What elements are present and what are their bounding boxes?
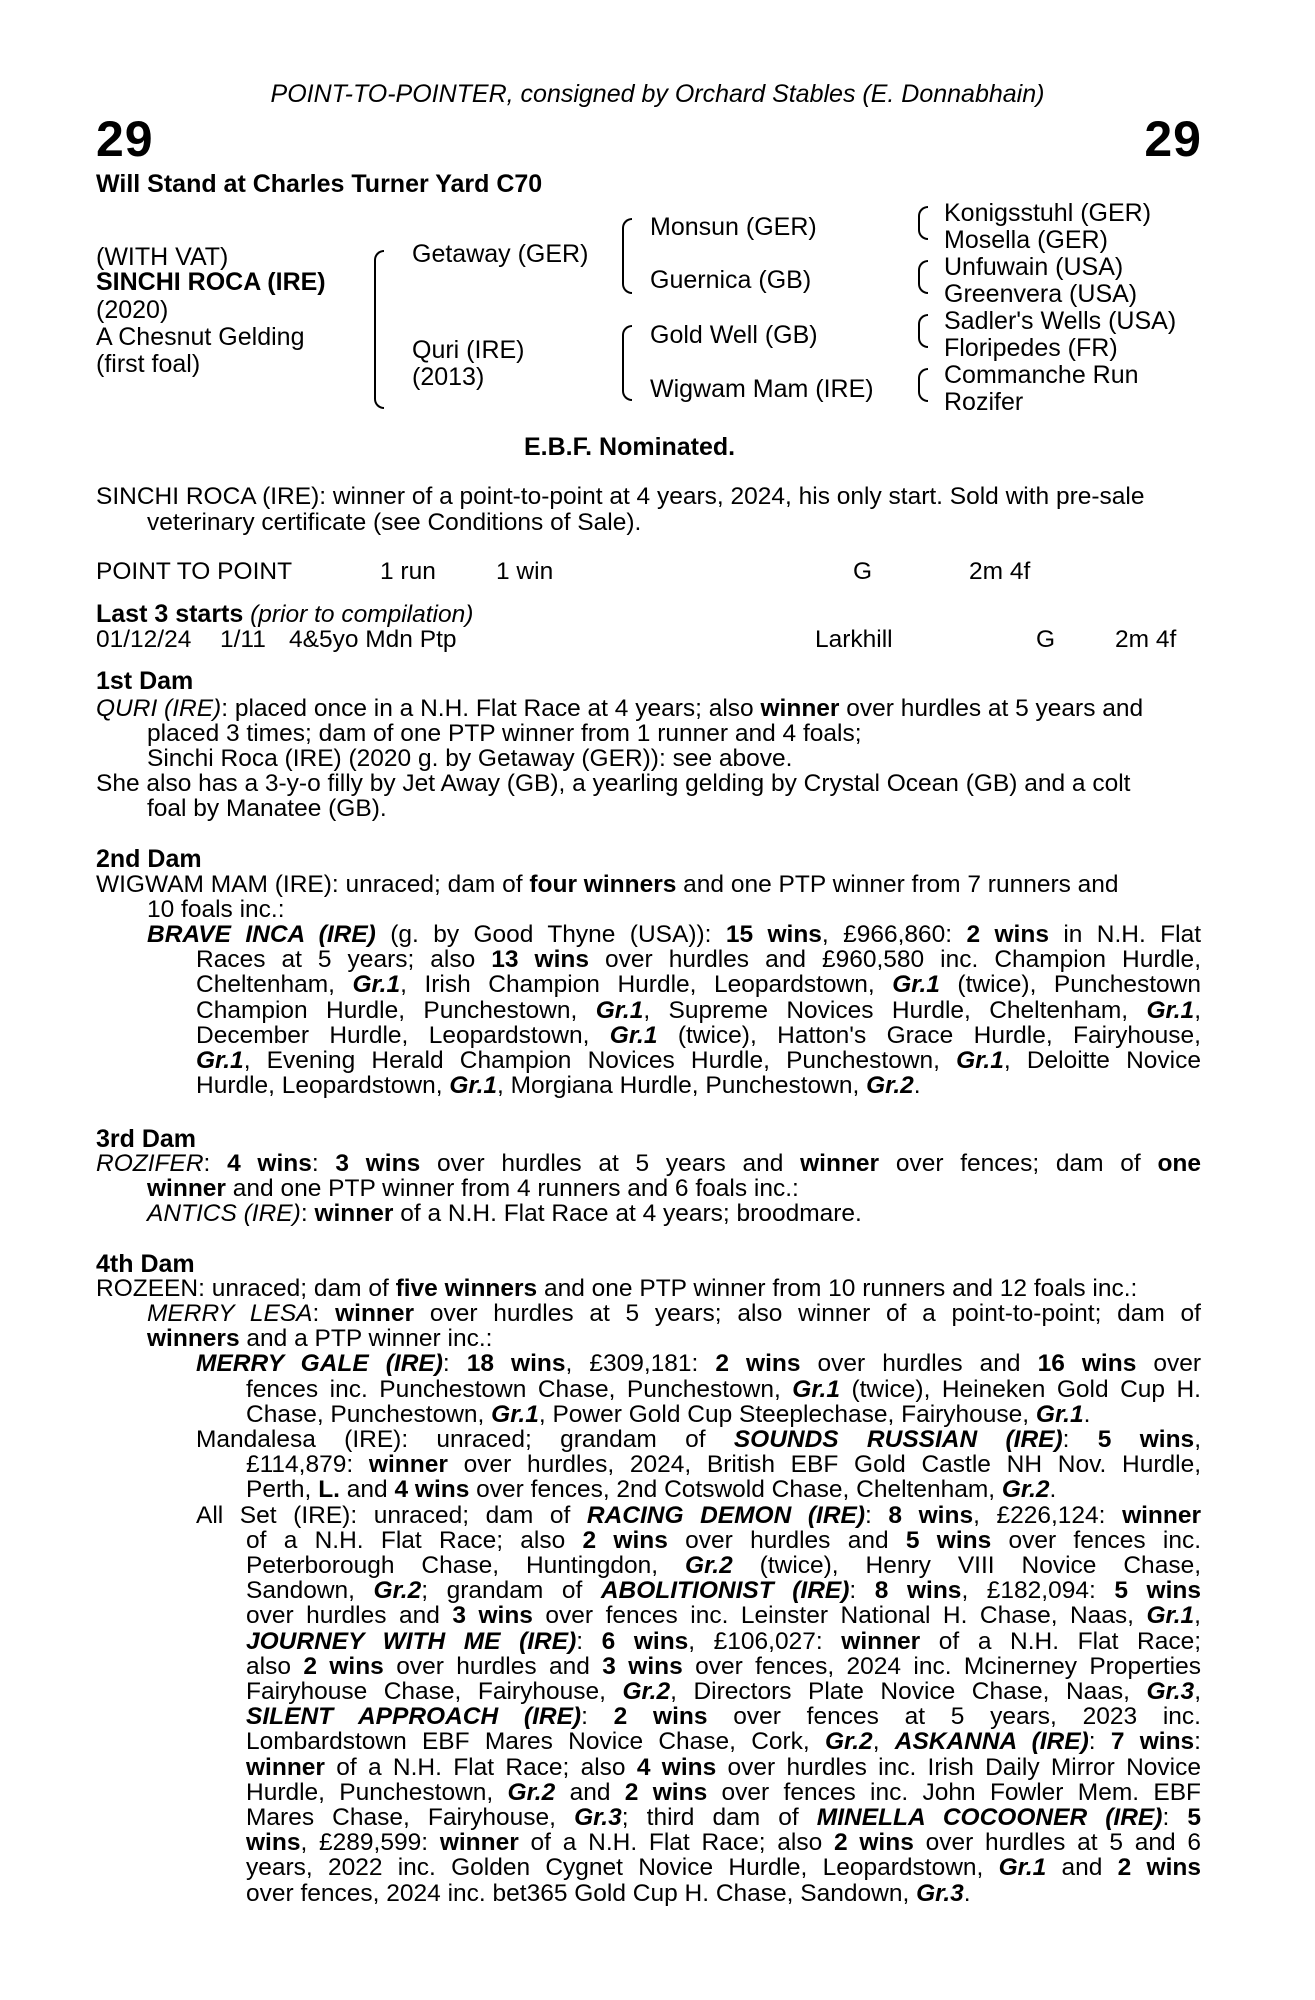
all-set-line: over fences, 2024 inc. bet365 Gold Cup H. Chase, Sandown, Gr.3. (246, 1879, 971, 1907)
merry-lesa-line: winners and a PTP winner inc.: (147, 1325, 493, 1353)
brave-inca-line: Races at 5 years; also 13 wins over hurdles and £960,580 inc. Champion Hurdle, (196, 946, 1201, 974)
all-set-line: over hurdles and 3 wins over fences inc. Leinster National H. Chase, Naas, Gr.1, (246, 1602, 1201, 1630)
all-set-line: SILENT APPROACH (IRE): 2 wins over fences at 5 years, 2023 inc. (246, 1703, 1201, 1731)
all-set-line: Lombardstown EBF Mares Novice Chase, Cork, Gr.2, ASKANNA (IRE): 7 wins: (246, 1728, 1201, 1756)
ebf-nominated: E.B.F. Nominated. (524, 433, 736, 461)
third-dam-heading: 3rd Dam (96, 1125, 197, 1153)
pedigree-sss: Konigsstuhl (GER) (944, 199, 1152, 227)
all-set-line: wins, £289,599: winner of a N.H. Flat Race; also 2 wins over hurdles at 5 and 6 (246, 1829, 1202, 1857)
all-set-line: Fairyhouse Chase, Fairyhouse, Gr.2, Directors Plate Novice Chase, Naas, Gr.3, (246, 1678, 1201, 1705)
last-starts-title: Last 3 starts (96, 600, 244, 628)
start-course: Larkhill (815, 626, 893, 653)
lot-number-right: 29 (1144, 111, 1202, 167)
pedigree-ssd: Mosella (GER) (944, 226, 1108, 254)
start-position: 1/11 (220, 626, 266, 653)
pedigree-brace-ss (622, 218, 632, 294)
record-going: G (853, 558, 873, 585)
record-wins: 1 win (496, 558, 554, 585)
first-dam-line-5: foal by Manatee (GB). (147, 795, 387, 822)
pedigree-dsd: Floripedes (FR) (944, 334, 1118, 362)
pedigree-brace-1 (374, 250, 384, 409)
fourth-dam-heading: 4th Dam (96, 1250, 195, 1278)
pedigree-brace-ds (622, 325, 632, 401)
start-going: G (1036, 626, 1056, 653)
pedigree-dss: Sadler's Wells (USA) (944, 307, 1177, 335)
all-set-line: All Set (IRE): unraced; dam of RACING DEMON (IRE): 8 wins, £226,124: winner (196, 1501, 1202, 1529)
antics-line: ANTICS (IRE): winner of a N.H. Flat Race at 4 years; broodmare. (147, 1200, 862, 1227)
merry-gale-line: Chase, Punchestown, Gr.1, Power Gold Cup Steeplechase, Fairyhouse, Gr.1. (246, 1400, 1091, 1428)
vat-note: (WITH VAT) (96, 243, 229, 271)
start-distance: 2m 4f (1115, 626, 1177, 653)
last-starts-heading (96, 600, 473, 629)
lot-number-left: 29 (96, 111, 154, 167)
merry-lesa-line: MERRY LESA: winner over hurdles at 5 years; also winner of a point-to-point; dam of (147, 1300, 1201, 1327)
pedigree-dam-sire: Gold Well (GB) (650, 321, 818, 349)
fourth-dam-line: ROZEEN: unraced; dam of five winners and one PTP winner from 10 runners and 12 foals inc.: (96, 1275, 1138, 1302)
merry-gale-line: fences inc. Punchestown Chase, Punchestown, Gr.1 (twice), Heineken Gold Cup H. (246, 1375, 1201, 1403)
pedigree-sire-dam: Guernica (GB) (650, 266, 812, 294)
all-set-line: Mares Chase, Fairyhouse, Gr.3; third dam of MINELLA COCOONER (IRE): 5 (246, 1804, 1202, 1831)
pedigree-sire-sire: Monsun (GER) (650, 213, 817, 241)
mandalesa-line: Mandalesa (IRE): unraced; grandam of SOUNDS RUSSIAN (IRE): 5 wins, (196, 1426, 1201, 1453)
record-type: POINT TO POINT (96, 558, 293, 585)
first-dam-line-2: placed 3 times; dam of one PTP winner from 1 runner and 4 foals; (147, 720, 862, 747)
horse-note: (first foal) (96, 350, 201, 378)
horse-year: (2020) (96, 296, 169, 324)
second-dam-line-1: WIGWAM MAM (IRE): unraced; dam of four winners and one PTP winner from 7 runners and (96, 871, 1119, 898)
mandalesa-line: Perth, L. and 4 wins over fences, 2nd Cotswold Chase, Cheltenham, Gr.2. (246, 1476, 1057, 1504)
second-dam-heading: 2nd Dam (96, 845, 202, 873)
horse-description: A Chesnut Gelding (96, 323, 305, 351)
third-dam-line: ROZIFER: 4 wins: 3 wins over hurdles at 5 years and winner over fences; dam of one (96, 1150, 1201, 1177)
brave-inca-line: Hurdle, Leopardstown, Gr.1, Morgiana Hurdle, Punchestown, Gr.2. (196, 1072, 921, 1100)
last-starts-note: (prior to compilation) (250, 601, 474, 628)
brave-inca-line: BRAVE INCA (IRE) (g. by Good Thyne (USA)): 15 wins, £966,860: 2 wins in N.H. Flat (147, 921, 1201, 948)
merry-gale-line: MERRY GALE (IRE): 18 wins, £309,181: 2 wins over hurdles and 16 wins over (196, 1350, 1202, 1378)
pedigree-sds: Unfuwain (USA) (944, 253, 1124, 281)
pedigree-ddd: Rozifer (944, 388, 1024, 416)
third-dam-line: winner and one PTP winner from 4 runners and 6 foals inc.: (147, 1175, 799, 1203)
stand-location: Will Stand at Charles Turner Yard C70 (96, 170, 543, 198)
brave-inca-line: Gr.1, Evening Herald Champion Novices Hurdle, Punchestown, Gr.1, Deloitte Novice (196, 1047, 1201, 1074)
all-set-line: years, 2022 inc. Golden Cygnet Novice Hurdle, Leopardstown, Gr.1 and 2 wins (246, 1854, 1201, 1882)
intro-line-1: SINCHI ROCA (IRE): winner of a point-to-point at 4 years, 2024, his only start. Sold with pre-sale (96, 483, 1145, 510)
pedigree-brace-dss (918, 314, 928, 348)
first-dam-heading: 1st Dam (96, 667, 194, 695)
start-race: 4&5yo Mdn Ptp (289, 626, 457, 653)
all-set-line: Hurdle, Punchestown, Gr.2 and 2 wins over fences inc. John Fowler Mem. EBF (246, 1778, 1202, 1806)
start-date: 01/12/24 (96, 626, 192, 653)
all-set-line: also 2 wins over hurdles and 3 wins over fences, 2024 inc. Mcinerney Properties (246, 1652, 1201, 1680)
first-dam-line-3: Sinchi Roca (IRE) (2020 g. by Getaway (GER)): see above. (147, 745, 793, 772)
first-dam-line-1: QURI (IRE): placed once in a N.H. Flat Race at 4 years; also winner over hurdles at 5 years and (96, 695, 1144, 722)
second-dam-line-2: 10 foals inc.: (147, 896, 285, 923)
pedigree-dam-year: (2013) (412, 363, 485, 391)
brave-inca-line: Cheltenham, Gr.1, Irish Champion Hurdle, Leopardstown, Gr.1 (twice), Punchestown (196, 971, 1201, 999)
pedigree-dam-dam: Wigwam Mam (IRE) (650, 375, 874, 403)
pedigree-brace-sss (918, 206, 928, 240)
pedigree-sdd: Greenvera (USA) (944, 280, 1138, 308)
all-set-line: Peterborough Chase, Huntingdon, Gr.2 (twice), Henry VIII Novice Chase, (246, 1552, 1201, 1579)
first-dam-name: QURI (IRE) (96, 695, 222, 722)
horse-name: SINCHI ROCA (IRE) (96, 268, 326, 296)
brave-inca-line: Champion Hurdle, Punchestown, Gr.1, Supreme Novices Hurdle, Cheltenham, Gr.1, (196, 996, 1201, 1024)
catalogue-header: POINT-TO-POINTER, consigned by Orchard Stables (E. Donnabhain) (270, 80, 1045, 108)
all-set-line: Sandown, Gr.2; grandam of ABOLITIONIST (IRE): 8 wins, £182,094: 5 wins (246, 1577, 1201, 1605)
all-set-line: winner of a N.H. Flat Race; also 4 wins over hurdles inc. Irish Daily Mirror Novice (246, 1753, 1201, 1781)
pedigree-dam: Quri (IRE) (412, 336, 525, 364)
record-runs: 1 run (380, 558, 436, 585)
pedigree-brace-dds (918, 368, 928, 402)
pedigree-brace-sds (918, 260, 928, 294)
first-dam-line-4: She also has a 3-y-o filly by Jet Away (GB), a yearling gelding by Crystal Ocean (GB) and a colt (96, 770, 1131, 797)
mandalesa-line: £114,879: winner over hurdles, 2024, British EBF Gold Castle NH Nov. Hurdle, (246, 1451, 1202, 1479)
pedigree-dds: Commanche Run (944, 361, 1139, 389)
all-set-line: JOURNEY WITH ME (IRE): 6 wins, £106,027: winner of a N.H. Flat Race; (246, 1627, 1202, 1655)
record-distance: 2m 4f (969, 558, 1031, 585)
intro-line-2: veterinary certificate (see Conditions of Sale). (147, 509, 642, 536)
all-set-line: of a N.H. Flat Race; also 2 wins over hurdles and 5 wins over fences inc. (246, 1526, 1202, 1554)
brave-inca-line: December Hurdle, Leopardstown, Gr.1 (twice), Hatton's Grace Hurdle, Fairyhouse, (196, 1021, 1201, 1049)
pedigree-sire: Getaway (GER) (412, 240, 589, 268)
